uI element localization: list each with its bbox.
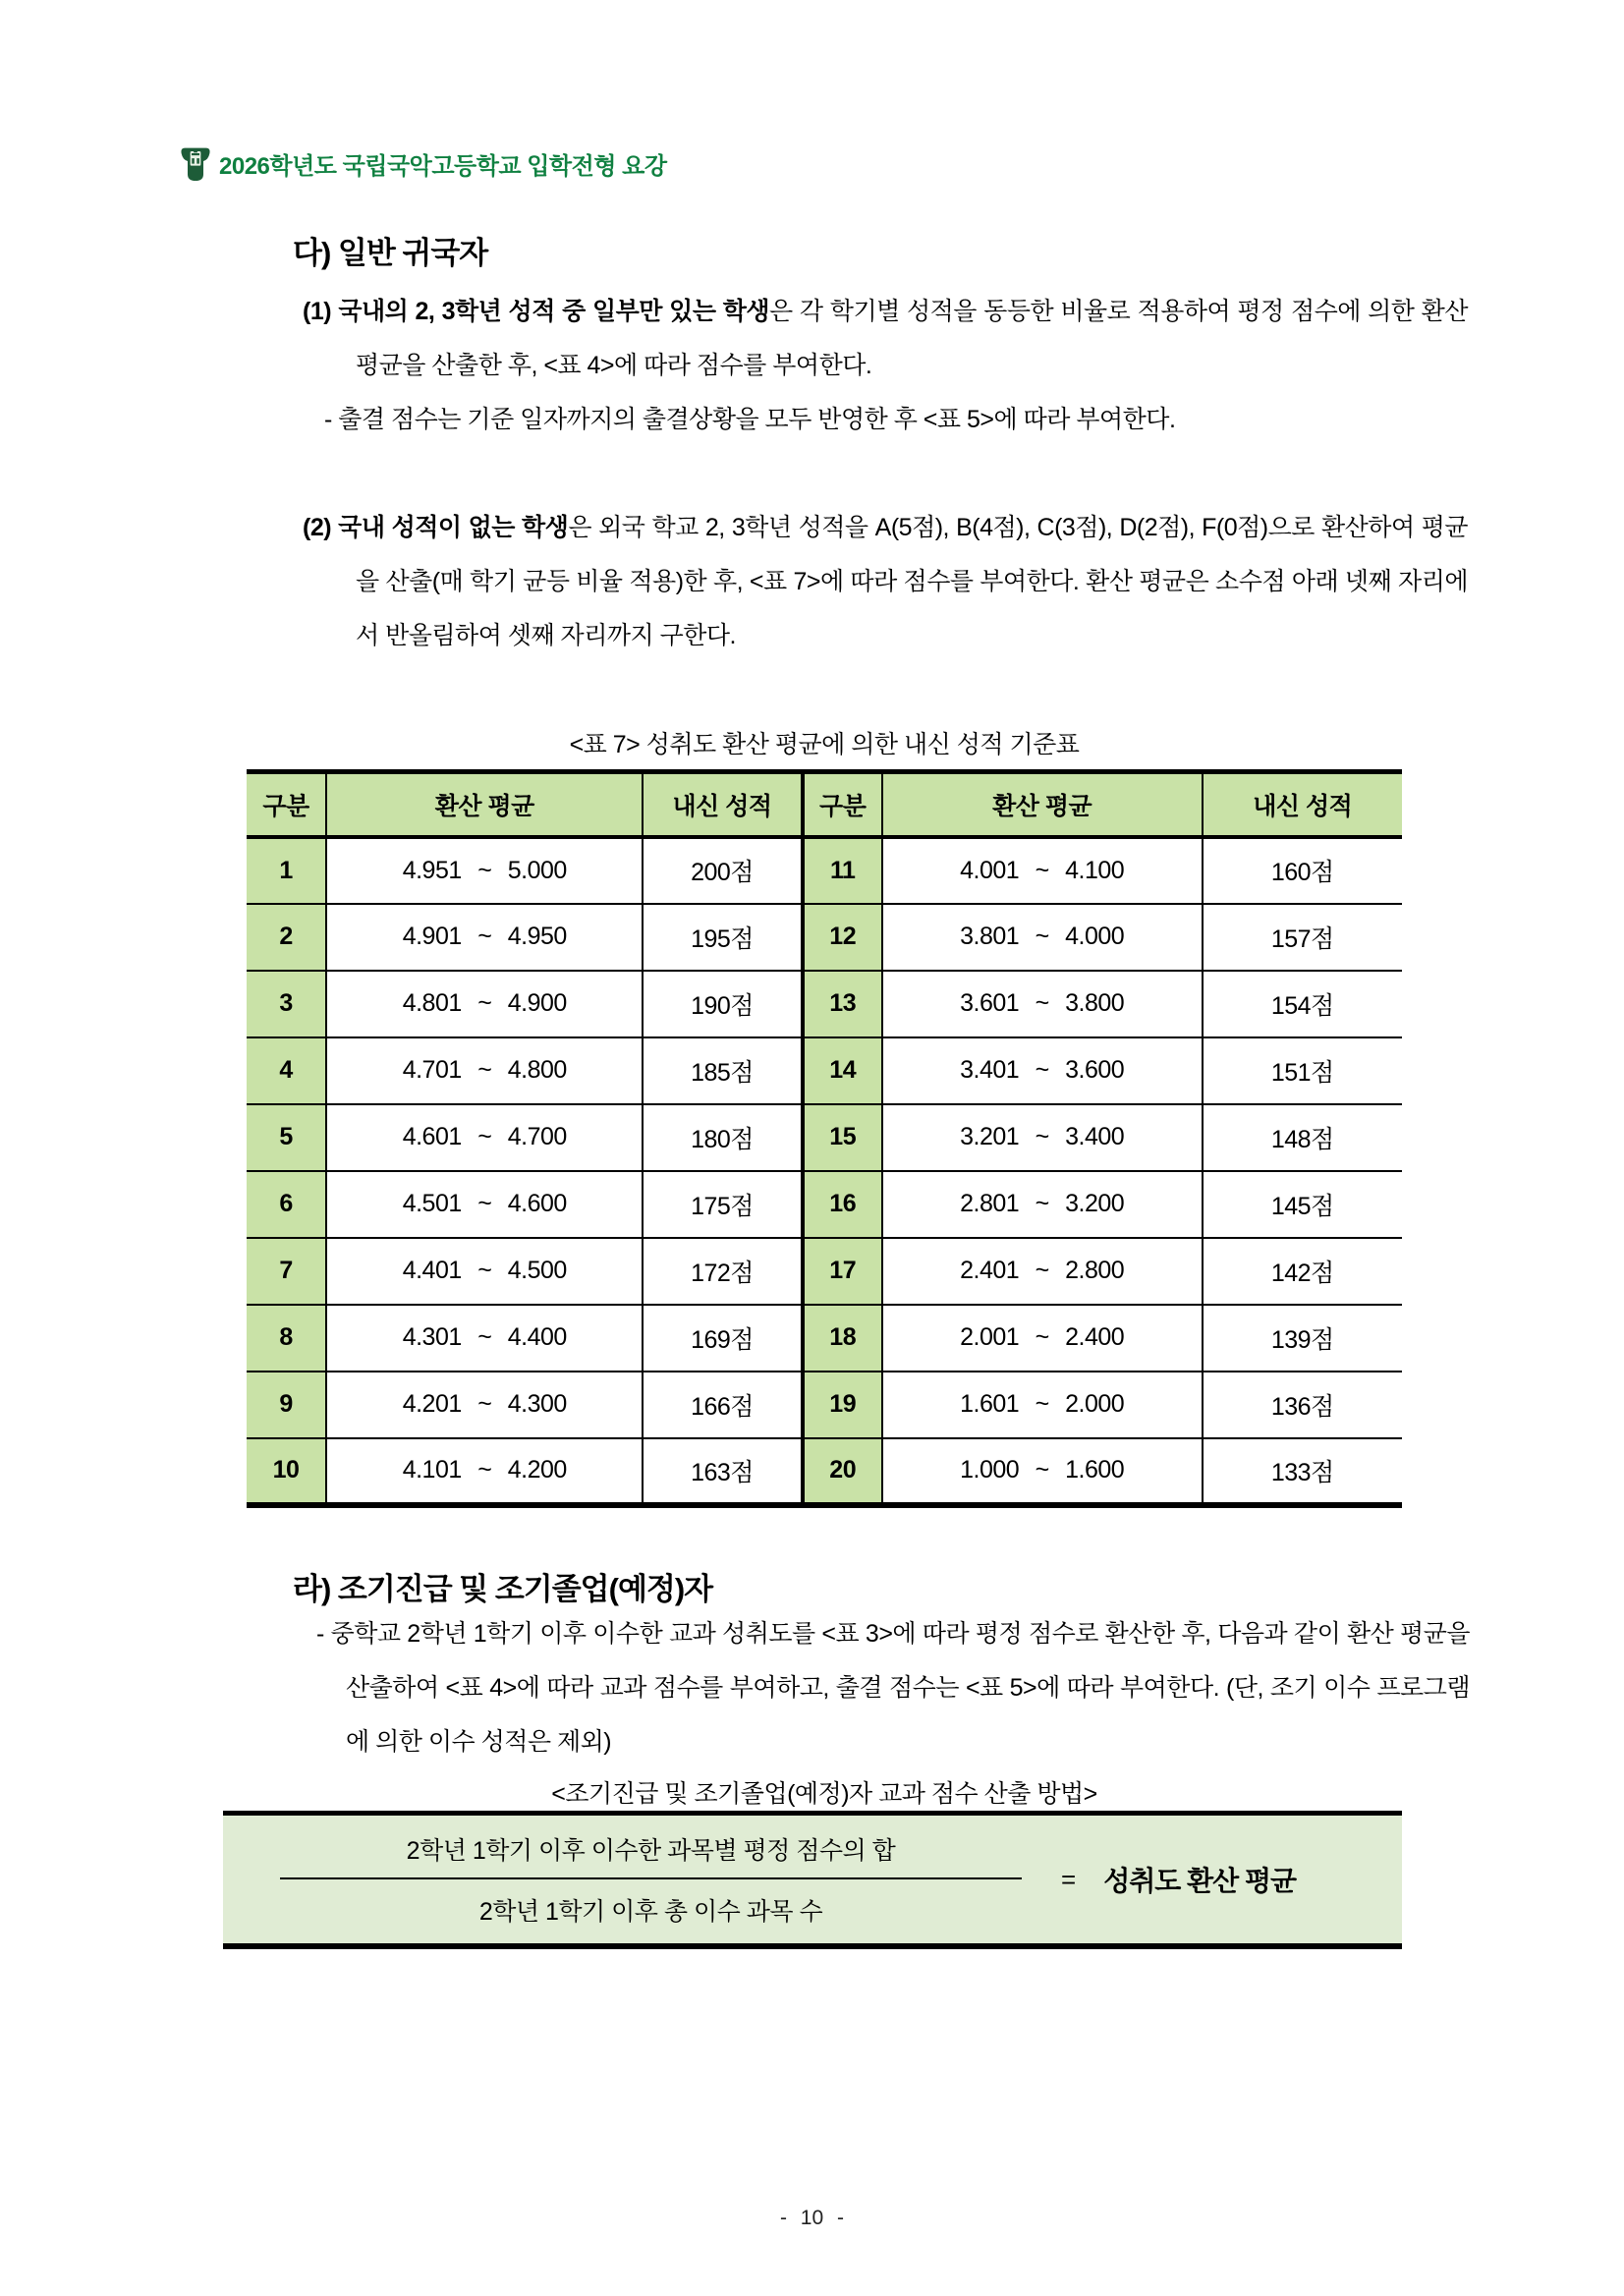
col-header-score-right: 내신 성적: [1203, 772, 1402, 837]
row-number-right: 19: [803, 1372, 882, 1438]
avg-range-right: 3.601 ~ 3.800: [882, 971, 1203, 1037]
avg-range-left: 4.301 ~ 4.400: [326, 1305, 643, 1372]
avg-range-left: 4.901 ~ 4.950: [326, 904, 643, 971]
avg-range-right: 3.401 ~ 3.600: [882, 1037, 1203, 1104]
table-row: [247, 1238, 1402, 1305]
table7-body: [247, 837, 1402, 1505]
table7: [247, 769, 1402, 1508]
naesin-score-left: 200점: [643, 837, 802, 904]
table-row: [247, 904, 1402, 971]
school-logo-icon: [180, 143, 211, 183]
row-number-left: 6: [247, 1171, 326, 1238]
row-number-left: 1: [247, 837, 326, 904]
section-heading-da: 다) 일반 귀국자: [293, 236, 488, 270]
avg-range-right: 3.201 ~ 3.400: [882, 1104, 1203, 1171]
ra-dash-text: 중학교 2학년 1학기 이후 이수한 교과 성취도를 <표 3>에 따라 평정 점수로 환산한 후, 다음과 같이 환산 평균을 산출하여 <표 4>에 따라 교과 점수를 부여하고, 출결 점수는 <표 5>에 따라 부여한다. (단, 조기 이수 프로그램에 의한 이수 성적은 제외): [330, 1620, 1470, 1756]
naesin-score-right: 160점: [1203, 837, 1402, 904]
avg-range-left: 4.701 ~ 4.800: [326, 1037, 643, 1104]
formula-result: 성취도 환산 평균: [1103, 1866, 1297, 1896]
avg-range-right: 1.000 ~ 1.600: [882, 1438, 1203, 1505]
col-header-avg-right: 환산 평균: [882, 772, 1203, 837]
avg-range-left: 4.951 ~ 5.000: [326, 837, 643, 904]
equals-sign: =: [1061, 1864, 1077, 1894]
row-number-left: 5: [247, 1104, 326, 1171]
naesin-score-right: 139점: [1203, 1305, 1402, 1372]
table-row: [247, 837, 1402, 904]
table7-header-row: [247, 772, 1402, 837]
row-number-left: 8: [247, 1305, 326, 1372]
item2-text: 은 외국 학교 2, 3학년 성적을 A(5점), B(4점), C(3점), D(2점), F(0점)으로 환산하여 평균을 산출(매 학기 균등 비율 적용)한 후, <표 7>에 따라 점수를 부여한다. 환산 평균은 소수점 아래 넷째 자리에서 반올림하여 셋째 자리까지 구한다.: [356, 514, 1468, 649]
naesin-score-right: 151점: [1203, 1037, 1402, 1104]
col-header-score-left: 내신 성적: [643, 772, 802, 837]
avg-range-left: 4.401 ~ 4.500: [326, 1238, 643, 1305]
page-number: - 10 -: [779, 2207, 844, 2229]
row-number-left: 10: [247, 1438, 326, 1505]
formula-fraction: [280, 1831, 1022, 1928]
naesin-score-left: 175점: [643, 1171, 802, 1238]
avg-range-left: 4.501 ~ 4.600: [326, 1171, 643, 1238]
row-number-left: 4: [247, 1037, 326, 1104]
row-number-left: 7: [247, 1238, 326, 1305]
formula-numerator: 2학년 1학기 이후 이수한 과목별 평정 점수의 합: [406, 1837, 896, 1865]
dash-marker: -: [316, 1620, 324, 1648]
naesin-score-right: 142점: [1203, 1238, 1402, 1305]
item1-number: (1): [303, 298, 332, 325]
row-number-left: 3: [247, 971, 326, 1037]
paragraph-item1: [303, 285, 1468, 393]
avg-range-right: 2.801 ~ 3.200: [882, 1171, 1203, 1238]
table-row: [247, 1104, 1402, 1171]
avg-range-right: 2.001 ~ 2.400: [882, 1305, 1203, 1372]
row-number-right: 12: [803, 904, 882, 971]
paragraph-ra: [316, 1607, 1470, 1769]
naesin-score-left: 180점: [643, 1104, 802, 1171]
naesin-score-left: 166점: [643, 1372, 802, 1438]
item1-dash-text: 출결 점수는 기준 일자까지의 출결상황을 모두 반영한 후 <표 5>에 따라 부여한다.: [338, 406, 1176, 433]
row-number-right: 17: [803, 1238, 882, 1305]
formula-box: [223, 1811, 1402, 1949]
table-row: [247, 1171, 1402, 1238]
table7-title: <표 7> 성취도 환산 평균에 의한 내신 성적 기준표: [569, 731, 1080, 758]
naesin-score-right: 154점: [1203, 971, 1402, 1037]
row-number-right: 16: [803, 1171, 882, 1238]
paragraph-item2: [303, 501, 1468, 663]
table-row: [247, 1037, 1402, 1104]
avg-range-left: 4.801 ~ 4.900: [326, 971, 643, 1037]
naesin-score-left: 163점: [643, 1438, 802, 1505]
row-number-right: 14: [803, 1037, 882, 1104]
row-number-right: 18: [803, 1305, 882, 1372]
avg-range-right: 2.401 ~ 2.800: [882, 1238, 1203, 1305]
avg-range-left: 4.201 ~ 4.300: [326, 1372, 643, 1438]
avg-range-left: 4.101 ~ 4.200: [326, 1438, 643, 1505]
table-row: [247, 1305, 1402, 1372]
doc-title: 2026학년도 국립국악고등학교 입학전형 요강: [219, 153, 667, 180]
col-header-gubun-right: 구분: [803, 772, 882, 837]
naesin-score-right: 133점: [1203, 1438, 1402, 1505]
naesin-score-left: 195점: [643, 904, 802, 971]
item2-bold-text: 국내 성적이 없는 학생: [338, 514, 569, 541]
paragraph-item1-dash: [324, 393, 1470, 447]
naesin-score-left: 190점: [643, 971, 802, 1037]
item2-number: (2): [303, 514, 332, 541]
row-number-right: 11: [803, 837, 882, 904]
item1-bold-text: 국내의 2, 3학년 성적 중 일부만 있는 학생: [338, 298, 770, 325]
naesin-score-right: 145점: [1203, 1171, 1402, 1238]
naesin-score-right: 148점: [1203, 1104, 1402, 1171]
table-row: [247, 1372, 1402, 1438]
naesin-score-left: 172점: [643, 1238, 802, 1305]
row-number-right: 13: [803, 971, 882, 1037]
formula-denominator: 2학년 1학기 이후 총 이수 과목 수: [280, 1877, 1022, 1928]
row-number-right: 15: [803, 1104, 882, 1171]
avg-range-right: 4.001 ~ 4.100: [882, 837, 1203, 904]
table-row: [247, 1438, 1402, 1505]
col-header-gubun-left: 구분: [247, 772, 326, 837]
row-number-left: 9: [247, 1372, 326, 1438]
naesin-score-right: 136점: [1203, 1372, 1402, 1438]
row-number-right: 20: [803, 1438, 882, 1505]
section-heading-ra: 라) 조기진급 및 조기졸업(예정)자: [293, 1572, 713, 1606]
dash-marker: -: [324, 406, 332, 433]
table-row: [247, 971, 1402, 1037]
avg-range-left: 4.601 ~ 4.700: [326, 1104, 643, 1171]
formula-method-label: <조기진급 및 조기졸업(예정)자 교과 점수 산출 방법>: [551, 1780, 1097, 1808]
row-number-left: 2: [247, 904, 326, 971]
naesin-score-left: 169점: [643, 1305, 802, 1372]
col-header-avg-left: 환산 평균: [326, 772, 643, 837]
formula-result-part: [1061, 1860, 1296, 1899]
naesin-score-left: 185점: [643, 1037, 802, 1104]
avg-range-right: 1.601 ~ 2.000: [882, 1372, 1203, 1438]
avg-range-right: 3.801 ~ 4.000: [882, 904, 1203, 971]
naesin-score-right: 157점: [1203, 904, 1402, 971]
item1-text: 은 각 학기별 성적을 동등한 비율로 적용하여 평정 점수에 의한 환산 평균을 산출한 후, <표 4>에 따라 점수를 부여한다.: [356, 298, 1468, 379]
doc-header: [180, 143, 667, 183]
